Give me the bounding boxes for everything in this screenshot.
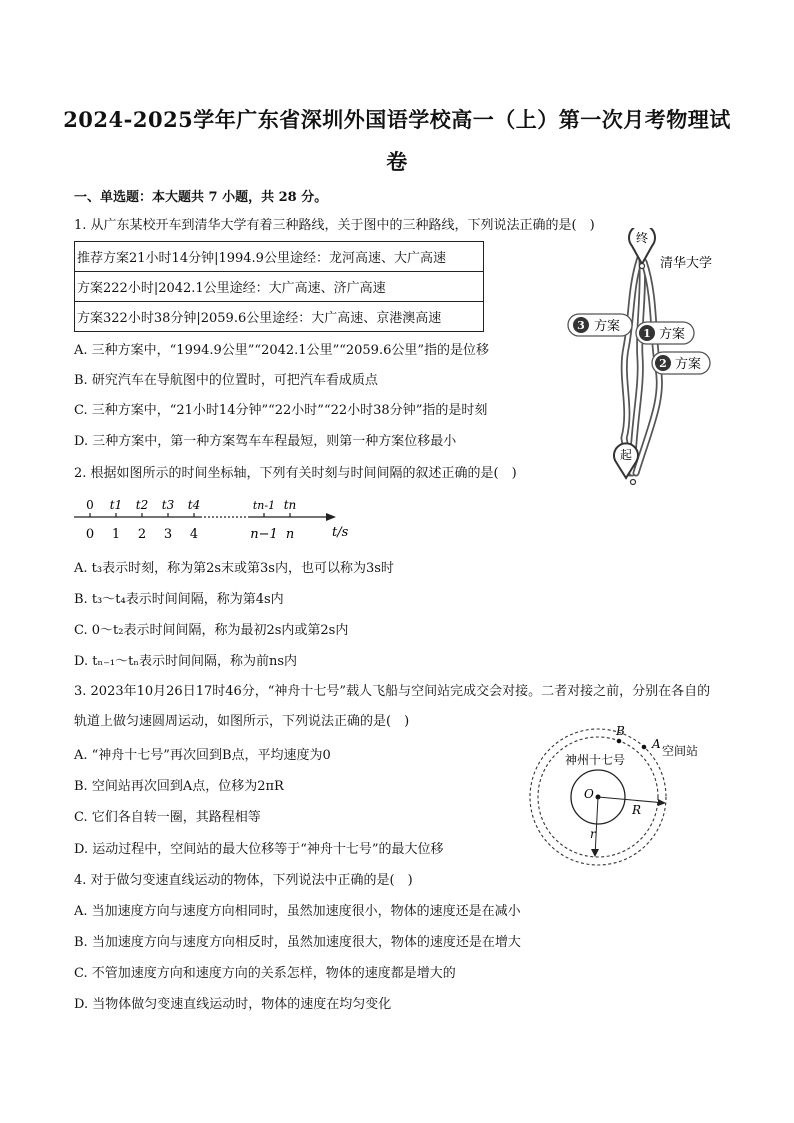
q2-time-axis [70, 496, 360, 544]
axis-top-label-4: t4 [187, 498, 201, 512]
q1-stem: 1. 从广东某校开车到清华大学有着三种路线，关于图中的三种路线，下列说法正确的是( ) [74, 218, 595, 233]
q3-option-a: A. “神舟十七号”再次回到B点，平均速度为0 [74, 748, 331, 763]
axis-bottom-label-5: n−1 [250, 527, 278, 542]
label-station: 空间站 [662, 744, 699, 758]
q1-route-map [560, 228, 740, 490]
plan3-number: 3 [577, 319, 585, 332]
q2-option-b: B. t₃～t₄表示时间间隔，称为第4s内 [74, 592, 284, 607]
q1-route-row-3: 方案322小时38分钟|2059.6公里途经：大广高速、京港澳高速 [75, 302, 484, 332]
axis-bottom-label-6: n [285, 527, 295, 542]
q3-stem: 3. 2023年10月26日17时46分，“神舟十七号”载人飞船与空间站完成交会对接。二者对接之前，分别在各自的轨道上做匀速圆周运动，如图所示，下列说法正确的是( ) [74, 684, 711, 729]
q3-orbit-figure [528, 722, 718, 872]
q3-option-c: C. 它们各自转一圈，其路程相等 [74, 810, 261, 825]
q3-option-b: B. 空间站再次回到A点，位移为2πR [74, 779, 284, 794]
exam-title-line1: 2024-2025学年广东省深圳外国语学校高一（上）第一次月考物理试 [63, 107, 731, 132]
axis-bottom-label-4: 4 [189, 527, 199, 542]
end-label: 清华大学 [660, 256, 713, 271]
plan3-label: 方案 [594, 319, 621, 334]
axis-top-label-5: tn-1 [252, 499, 276, 512]
axis-bottom-label-2: 2 [137, 527, 147, 542]
q1-route-table [74, 241, 484, 332]
q4-stem: 4. 对于做匀变速直线运动的物体，下列说法中正确的是( ) [74, 873, 413, 888]
point-B [617, 739, 622, 744]
label-craft: 神州十七号 [565, 753, 626, 767]
q1-option-b: B. 研究汽车在导航图中的位置时，可把汽车看成质点 [74, 373, 378, 388]
axis-unit-label: t/s [332, 525, 349, 540]
q1-option-c: C. 三种方案中，“21小时14分钟”“22小时”“22小时38分钟”指的是时刻 [74, 403, 488, 418]
label-r: r [590, 827, 596, 841]
axis-bottom-label-1: 1 [111, 527, 121, 542]
q1-option-d: D. 三种方案中，第一种方案驾车车程最短，则第一种方案位移最小 [74, 434, 457, 449]
axis-top-label-2: t2 [135, 498, 149, 512]
axis-top-label-0: 0 [86, 498, 94, 512]
q2-option-d: D. tₙ₋₁～tₙ表示时间间隔，称为前ns内 [74, 654, 298, 669]
label-B: B [616, 724, 625, 738]
q4-option-c: C. 不管加速度方向和速度方向的关系怎样，物体的速度都是增大的 [74, 966, 456, 981]
q4-option-d: D. 当物体做匀变速直线运动时，物体的速度在均匀变化 [74, 997, 392, 1012]
start-badge: 起 [619, 448, 633, 462]
end-badge: 终 [635, 231, 649, 245]
axis-bottom-label-3: 3 [163, 527, 173, 542]
axis-top-label-1: t1 [109, 498, 123, 512]
exam-title-line2: 卷 [386, 149, 408, 174]
plan1-number: 1 [643, 327, 651, 340]
axis-bottom-label-0: 0 [85, 527, 95, 542]
q3-option-d: D. 运动过程中，空间站的最大位移等于“神舟十七号”的最大位移 [74, 842, 444, 857]
q1-route-row-2: 方案222小时|2042.1公里途经：大广高速、济广高速 [75, 272, 484, 302]
q4-option-b: B. 当加速度方向与速度方向相反时，虽然加速度很大，物体的速度还是在增大 [74, 935, 521, 950]
section-heading: 一、单选题：本大题共 7 小题，共 28 分。 [74, 190, 328, 205]
plan1-label: 方案 [659, 327, 686, 342]
plan2-number: 2 [659, 357, 667, 370]
label-R: R [632, 803, 642, 817]
axis-top-label-3: t3 [161, 498, 175, 512]
axis-top-label-6: tn [283, 498, 297, 512]
q2-option-c: C. 0～t₂表示时间间隔，称为最初2s内或第2s内 [74, 623, 349, 638]
q4-option-a: A. 当加速度方向与速度方向相同时，虽然加速度很小，物体的速度还是在减小 [74, 904, 521, 919]
q2-stem: 2. 根据如图所示的时间坐标轴，下列有关时刻与时间间隔的叙述正确的是( ) [74, 466, 517, 481]
label-O: O [584, 787, 594, 801]
q1-route-row-1: 推荐方案21小时14分钟|1994.9公里途经：龙河高速、大广高速 [75, 242, 484, 272]
q2-option-a: A. t₃表示时刻，称为第2s末或第3s内，也可以称为3s时 [74, 561, 394, 576]
q1-option-a: A. 三种方案中，“1994.9公里”“2042.1公里”“2059.6公里”指的是位移 [74, 343, 489, 358]
label-A: A [652, 737, 661, 751]
plan2-label: 方案 [675, 357, 702, 372]
point-A [642, 745, 647, 750]
